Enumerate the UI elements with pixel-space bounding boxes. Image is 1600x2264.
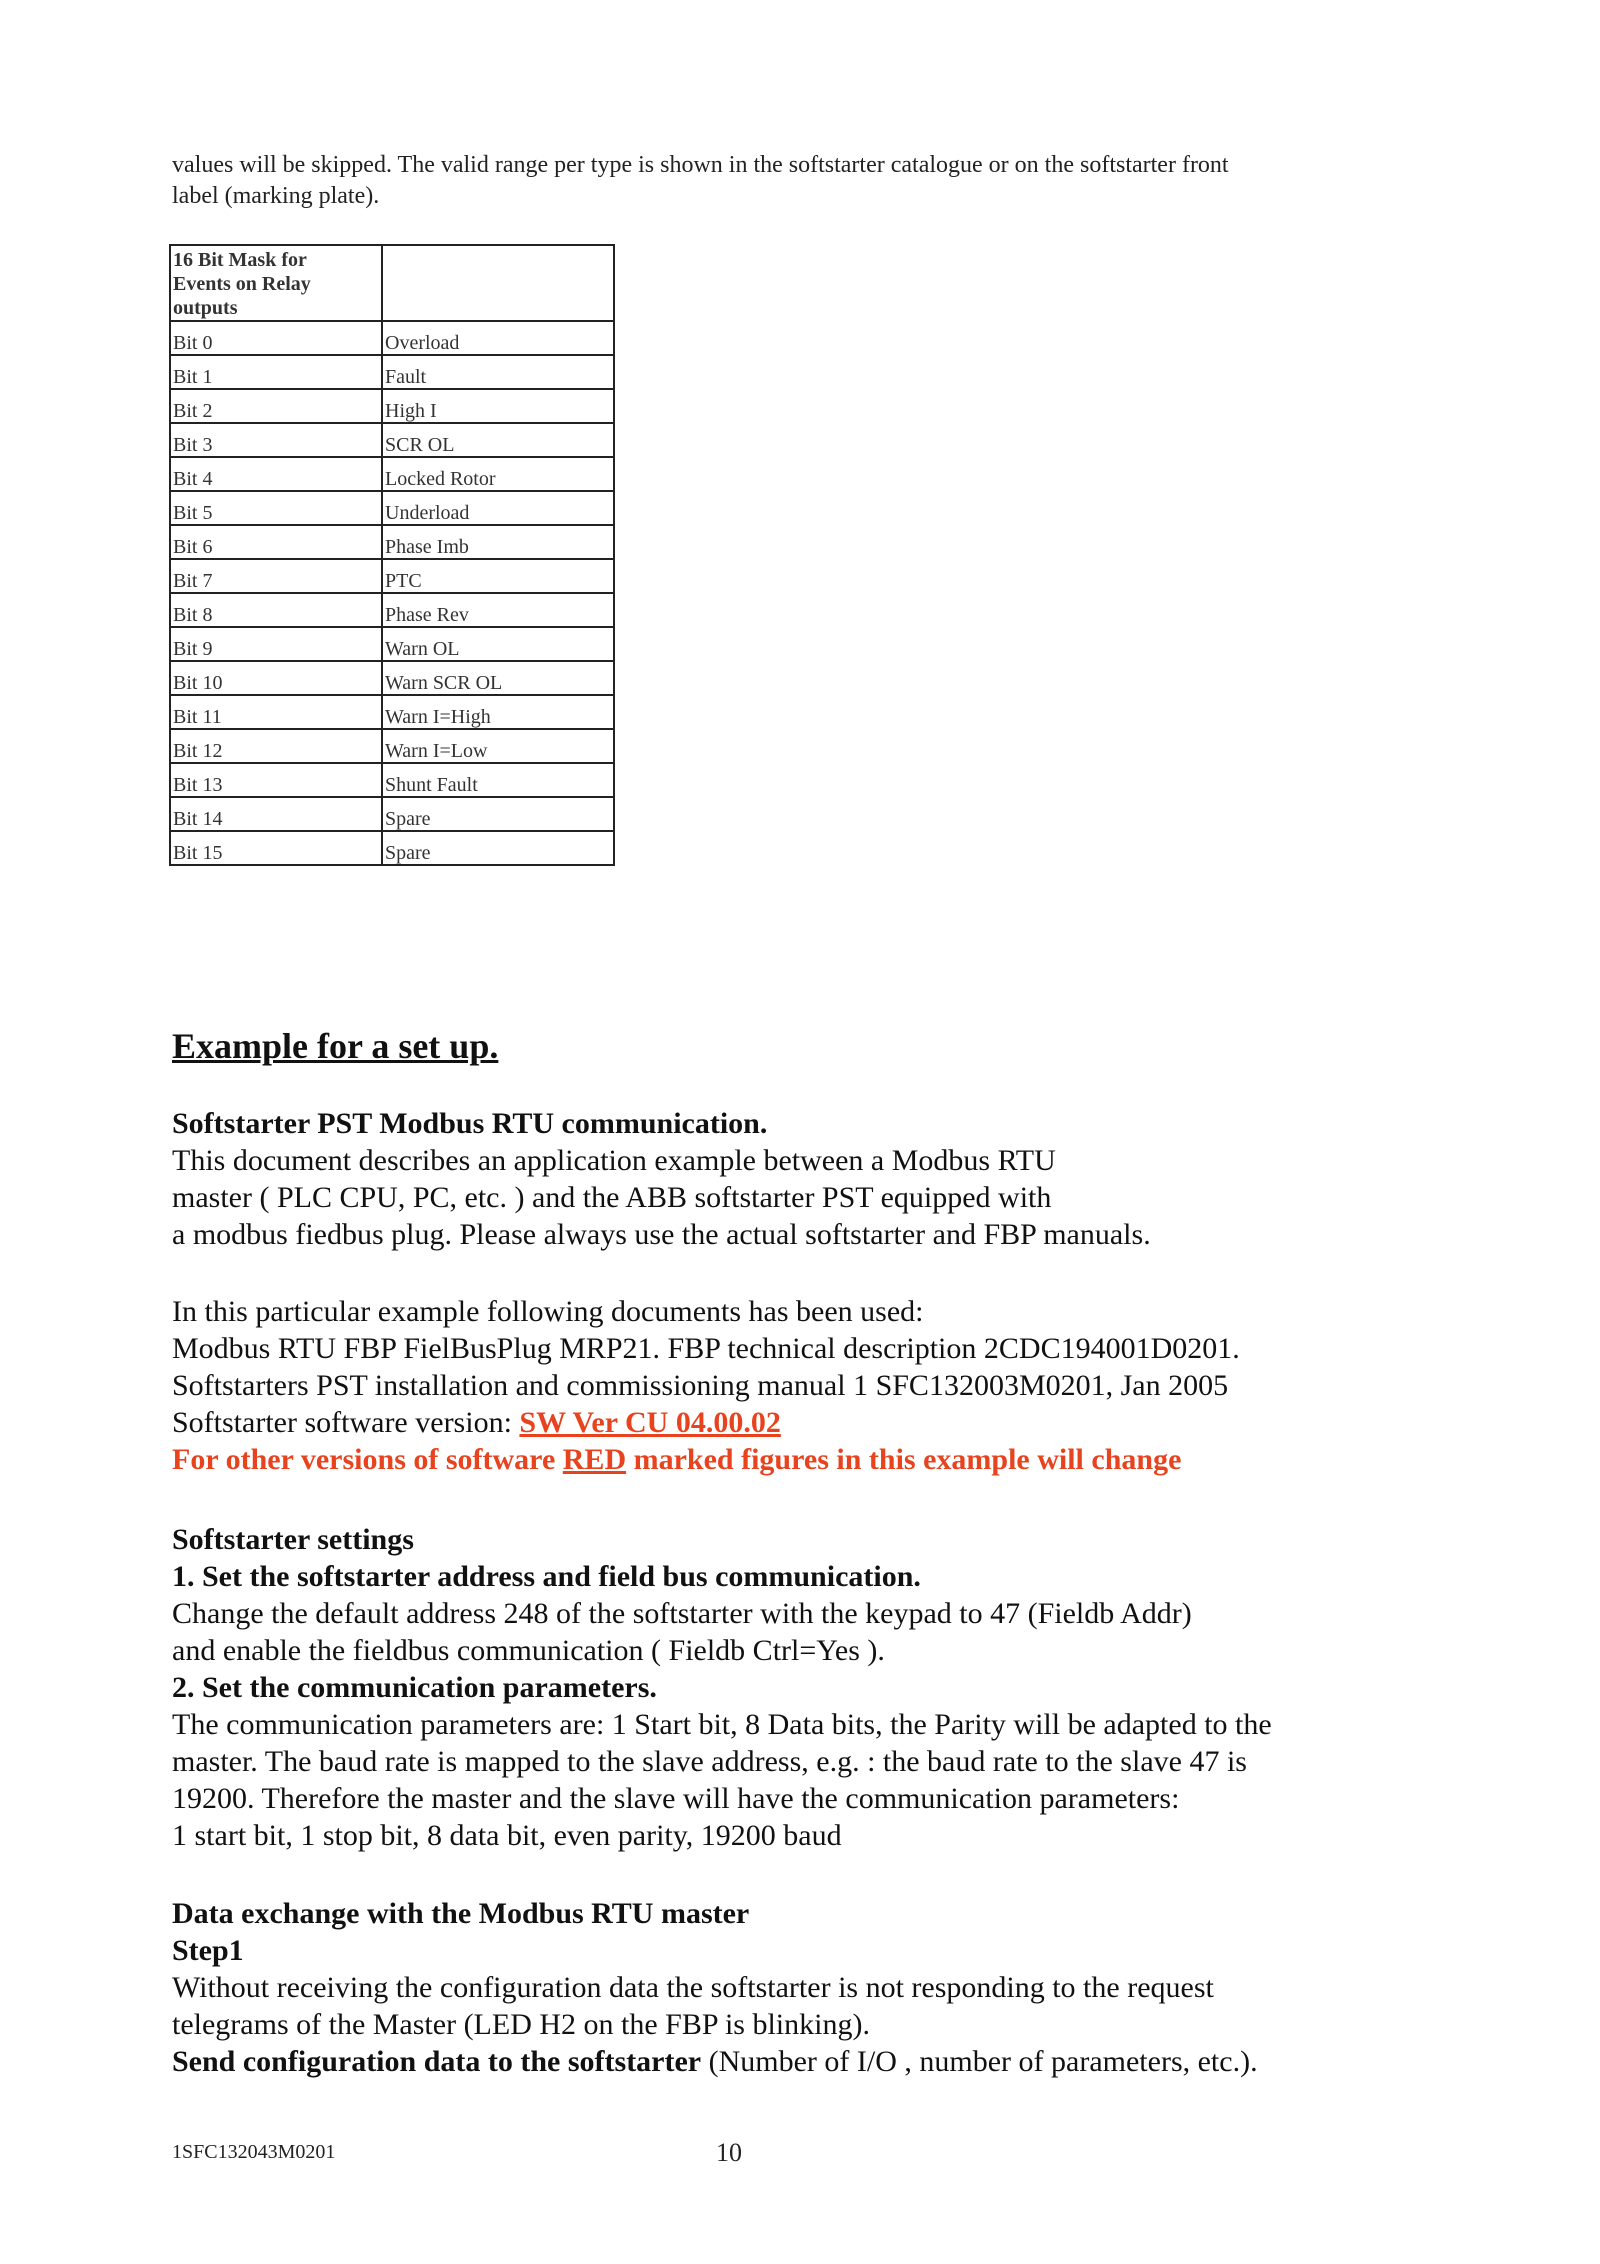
documents-line: In this particular example following documents has been used: (172, 1295, 924, 1328)
comm-line: master ( PLC CPU, PC, etc. ) and the ABB softstarter PST equipped with (172, 1181, 1052, 1214)
event-cell: High I (382, 389, 614, 423)
bit-cell: Bit 8 (170, 593, 382, 627)
header-line: 16 Bit Mask for (173, 249, 307, 271)
send-config-line (172, 2043, 1402, 2080)
table-row (170, 831, 614, 865)
comm-section (172, 1105, 1402, 1253)
header-line: Events on Relay (173, 273, 311, 295)
event-cell: Phase Rev (382, 593, 614, 627)
warning-red-word: RED (562, 1443, 627, 1476)
event-cell: SCR OL (382, 423, 614, 457)
event-cell: Locked Rotor (382, 457, 614, 491)
event-cell: PTC (382, 559, 614, 593)
bit-cell: Bit 6 (170, 525, 382, 559)
bit-cell: Bit 3 (170, 423, 382, 457)
table-row (170, 389, 614, 423)
bit-cell: Bit 9 (170, 627, 382, 661)
header-line: outputs (173, 297, 238, 319)
example-title: Example for a set up. (172, 1026, 499, 1066)
table-row (170, 593, 614, 627)
event-cell: Warn OL (382, 627, 614, 661)
comm-line: a modbus fiedbus plug. Please always use the actual softstarter and FBP manuals. (172, 1218, 1151, 1251)
step2-line: The communication parameters are: 1 Start bit, 8 Data bits, the Parity will be adapted to the (172, 1708, 1272, 1741)
event-cell: Fault (382, 355, 614, 389)
step-heading: Step1 (172, 1934, 244, 1967)
step1-line: and enable the fieldbus communication ( Fieldb Ctrl=Yes ). (172, 1634, 885, 1667)
event-cell: Warn I=Low (382, 729, 614, 763)
event-cell: Warn I=High (382, 695, 614, 729)
table-row (170, 695, 614, 729)
documents-line: Modbus RTU FBP FielBusPlug MRP21. FBP technical description 2CDC194001D0201. (172, 1332, 1240, 1365)
event-cell: Warn SCR OL (382, 661, 614, 695)
settings-section (172, 1521, 1402, 1854)
comm-heading: Softstarter PST Modbus RTU communication. (172, 1107, 768, 1140)
bit-mask-table (169, 244, 615, 866)
bit-cell: Bit 0 (170, 321, 382, 355)
table-row (170, 491, 614, 525)
warning-suffix: marked figures in this example will change (626, 1443, 1182, 1476)
table-row (170, 729, 614, 763)
bit-cell: Bit 4 (170, 457, 382, 491)
table-row (170, 423, 614, 457)
footer-page-number: 10 (716, 2138, 742, 2167)
bit-cell: Bit 5 (170, 491, 382, 525)
table-row (170, 763, 614, 797)
step1-heading: 1. Set the softstarter address and field bus communication. (172, 1560, 921, 1593)
intro-line-1: values will be skipped. The valid range per type is shown in the softstarter catalogue or on the softstarter front (172, 152, 1229, 178)
documents-section (172, 1293, 1402, 1478)
bit-cell: Bit 2 (170, 389, 382, 423)
event-cell: Overload (382, 321, 614, 355)
table-row (170, 321, 614, 355)
settings-heading: Softstarter settings (172, 1523, 414, 1556)
table-header-row (170, 245, 614, 321)
bit-cell: Bit 12 (170, 729, 382, 763)
data-exchange-line: telegrams of the Master (LED H2 on the FBP is blinking). (172, 2008, 870, 2041)
bit-cell: Bit 7 (170, 559, 382, 593)
step1-line: Change the default address 248 of the softstarter with the keypad to 47 (Fieldb Addr) (172, 1597, 1192, 1630)
event-cell: Spare (382, 797, 614, 831)
comm-line: This document describes an application example between a Modbus RTU (172, 1144, 1056, 1177)
intro-line-2: label (marking plate). (172, 183, 380, 209)
event-cell: Underload (382, 491, 614, 525)
documents-line: Softstarters PST installation and commissioning manual 1 SFC132003M0201, Jan 2005 (172, 1369, 1229, 1402)
warning-prefix: For other versions of software (172, 1443, 563, 1476)
table-row (170, 559, 614, 593)
intro-paragraph (172, 150, 1372, 212)
table-row (170, 355, 614, 389)
bit-cell: Bit 1 (170, 355, 382, 389)
table-row (170, 457, 614, 491)
table-row (170, 797, 614, 831)
table-header-empty-cell (382, 245, 614, 321)
software-version-value: SW Ver CU 04.00.02 (519, 1406, 781, 1439)
bit-cell: Bit 13 (170, 763, 382, 797)
table-row (170, 525, 614, 559)
bit-cell: Bit 15 (170, 831, 382, 865)
table-row (170, 661, 614, 695)
software-version-line (172, 1404, 1402, 1441)
data-exchange-line: Without receiving the configuration data the softstarter is not responding to the request (172, 1971, 1214, 2004)
footer-doc-code: 1SFC132043M0201 (172, 2141, 336, 2163)
table-row (170, 627, 614, 661)
software-version-label: Softstarter software version: (172, 1406, 520, 1439)
event-cell: Phase Imb (382, 525, 614, 559)
step2-line: 1 start bit, 1 stop bit, 8 data bit, even parity, 19200 baud (172, 1819, 842, 1852)
bit-cell: Bit 14 (170, 797, 382, 831)
send-config-rest: (Number of I/O , number of parameters, etc.). (701, 2045, 1258, 2078)
data-exchange-heading: Data exchange with the Modbus RTU master (172, 1897, 750, 1930)
table-header-cell (170, 245, 382, 321)
step2-line: 19200. Therefore the master and the slave will have the communication parameters: (172, 1782, 1180, 1815)
bit-cell: Bit 10 (170, 661, 382, 695)
event-cell: Shunt Fault (382, 763, 614, 797)
step2-line: master. The baud rate is mapped to the slave address, e.g. : the baud rate to the slave 47 is (172, 1745, 1247, 1778)
step2-heading: 2. Set the communication parameters. (172, 1671, 657, 1704)
version-warning (172, 1441, 1402, 1478)
bit-cell: Bit 11 (170, 695, 382, 729)
data-exchange-section (172, 1895, 1402, 2080)
send-config-bold: Send configuration data to the softstarter (172, 2045, 702, 2078)
event-cell: Spare (382, 831, 614, 865)
